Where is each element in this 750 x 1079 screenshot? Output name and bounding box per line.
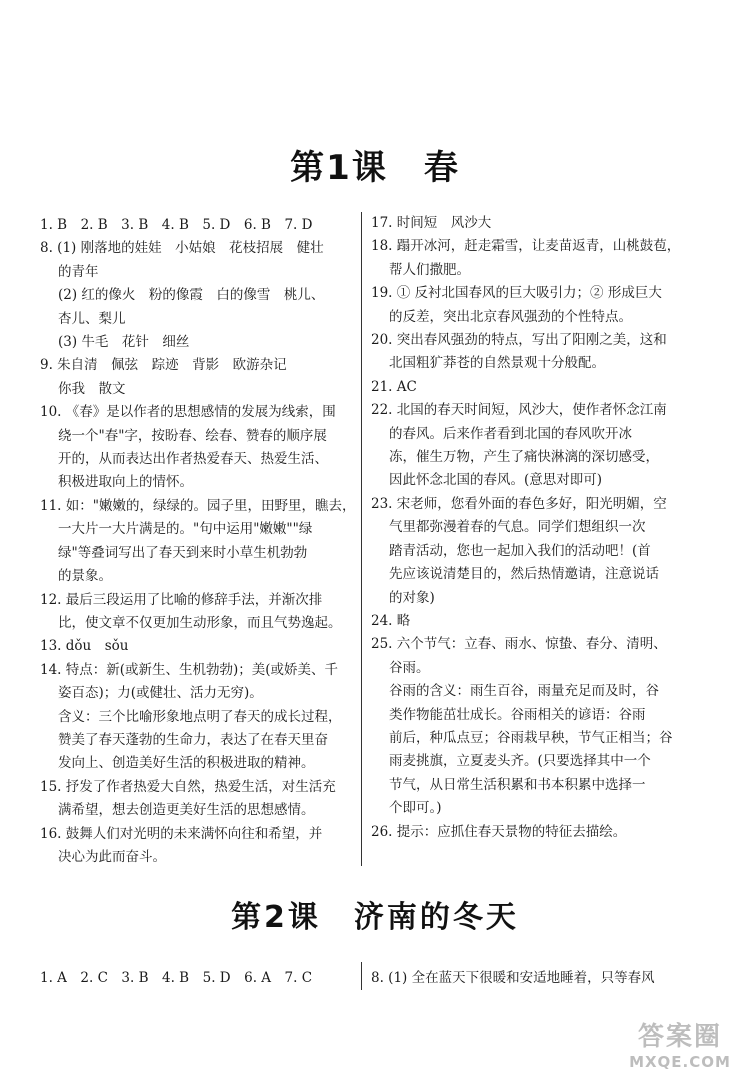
answer-line: 绕一个"春"字，按盼春、绘春、赞春的顺序展 bbox=[58, 427, 327, 444]
answer-line: 含义：三个比喻形象地点明了春天的成长过程， bbox=[58, 708, 342, 725]
answer-line: 踏青活动，您也一起加入我们的活动吧！(首 bbox=[389, 542, 651, 559]
answer-line: 冻，催生万物，产生了痛快淋漓的深切感受， bbox=[389, 449, 659, 466]
answer-line: 类作物能茁壮成长。谷雨相关的谚语：谷雨 bbox=[389, 706, 646, 723]
answer-line: 19. ① 反衬北国春风的巨大吸引力；② 形成巨大 bbox=[371, 285, 662, 302]
answer-line: 发向上、创造美好生活的积极进取的精神。 bbox=[58, 755, 315, 772]
answer-line: 的春风。后来作者看到北国的春风吹开冰 bbox=[389, 425, 632, 442]
answer-line: 12. 最后三段运用了比喻的修辞手法，并渐次排 bbox=[40, 591, 323, 608]
answer-line: 雨麦挑旗，立夏麦头齐。(只要选择其中一个 bbox=[389, 753, 651, 770]
answer-line: 的景象。 bbox=[58, 568, 112, 585]
lesson-1-title: 第1课 春 bbox=[290, 148, 460, 188]
answer-line: 13. dǒu sǒu bbox=[40, 638, 129, 655]
watermark-text: 答案圈 bbox=[637, 1022, 722, 1052]
answer-line: 个即可。) bbox=[389, 800, 442, 817]
answer-line: 10. 《春》是以作者的思想感情的发展为线索，围 bbox=[40, 404, 336, 421]
watermark-domain: MXQE.COM bbox=[629, 1053, 731, 1071]
answer-line: 24. 略 bbox=[371, 612, 411, 629]
answer-line: 杏儿、梨儿 bbox=[58, 310, 126, 327]
answer-line: 满希望，想去创造更美好生活的思想感情。 bbox=[58, 802, 315, 819]
answer-line: 姿百态)；力(或健壮、活力无穷)。 bbox=[58, 685, 263, 702]
answer-line: 21. AC bbox=[371, 378, 417, 395]
answer-line: 的对象) bbox=[389, 589, 435, 606]
watermark-logo bbox=[618, 1016, 742, 1071]
lesson-1-left-column bbox=[40, 214, 356, 869]
answer-line: 25. 六个节气：立春、雨水、惊蛰、春分、清明、 bbox=[371, 636, 667, 653]
answer-line: 谷雨。 bbox=[389, 659, 430, 676]
answer-line: 11. 如："嫩嫩的，绿绿的。园子里，田野里，瞧去， bbox=[40, 497, 356, 514]
answer-line: 15. 抒发了作者热爱大自然，热爱生活，对生活充 bbox=[40, 778, 336, 795]
answer-line: 帮人们撒肥。 bbox=[389, 261, 470, 278]
answer-line: 积极进取向上的情怀。 bbox=[58, 474, 193, 491]
answer-line: 绿"等叠词写出了春天到来时小草生机勃勃 bbox=[58, 544, 308, 561]
lesson-2-answer-row-right: 8. (1) 全在蓝天下很暖和安适地睡着，只等春风 bbox=[371, 970, 655, 986]
answer-line: 20. 突出春风强劲的特点，写出了阳刚之美，这和 bbox=[371, 332, 667, 349]
answer-line: 8. (1) 刚落地的娃娃 小姑娘 花枝招展 健壮 bbox=[40, 240, 324, 257]
answer-line: 一大片一大片满是的。"句中运用"嫩嫩""绿 bbox=[58, 521, 313, 538]
answer-line: 你我 散文 bbox=[58, 380, 126, 397]
answer-line: 的反差，突出北京春风强劲的个性特点。 bbox=[389, 308, 632, 325]
answer-line: 比，使文章不仅更加生动形象，而且气势逸起。 bbox=[58, 614, 342, 631]
answer-line: 先应该说清楚目的，然后热情邀请，注意说话 bbox=[389, 566, 659, 583]
answer-line: 26. 提示：应抓住春天景物的特征去描绘。 bbox=[371, 823, 627, 840]
lesson-2-answer-row-left: 1. A 2. C 3. B 4. B 5. D 6. A 7. C bbox=[40, 970, 313, 986]
answer-line: 前后，种瓜点豆；谷雨栽早秧，节气正相当；谷 bbox=[389, 729, 673, 746]
answer-line: 1. B 2. B 3. B 4. B 5. D 6. B 7. D bbox=[40, 217, 313, 233]
answer-line: (2) 红的像火 粉的像霞 白的像雪 桃儿、 bbox=[58, 287, 325, 304]
answer-line: 23. 宋老师，您看外面的春色多好，阳光明媚，空 bbox=[371, 495, 667, 512]
lesson-1-right-column bbox=[371, 212, 703, 844]
answer-line: 开的，从而表达出作者热爱春天、热爱生活、 bbox=[58, 451, 328, 468]
answer-line: 决心为此而奋斗。 bbox=[58, 848, 166, 865]
answer-line: 的青年 bbox=[58, 263, 99, 280]
answer-line: 9. 朱自清 佩弦 踪迹 背影 欧游杂记 bbox=[40, 357, 287, 374]
answer-line: 18. 蹋开冰河，赶走霜雪，让麦苗返青，山桃鼓苞， bbox=[371, 238, 681, 255]
answer-line: 谷雨的含义：雨生百谷，雨量充足而及时，谷 bbox=[389, 683, 659, 700]
column-divider-2 bbox=[361, 962, 362, 990]
answer-line: 17. 时间短 风沙大 bbox=[371, 215, 492, 231]
lesson-2-title: 第2课 济南的冬天 bbox=[231, 900, 519, 935]
answer-line: 气里都弥漫着春的气息。同学们想组织一次 bbox=[389, 519, 646, 536]
answer-line: 节气，从日常生活积累和书本积累中选择一 bbox=[389, 776, 646, 793]
answer-line: 14. 特点：新(或新生、生机勃勃)；美(或娇美、千 bbox=[40, 661, 339, 678]
answer-line: 赞美了春天蓬勃的生命力，表达了在春天里奋 bbox=[58, 731, 328, 748]
answer-line: 16. 鼓舞人们对光明的未来满怀向往和希望，并 bbox=[40, 825, 323, 842]
answer-line: 22. 北国的春天时间短，风沙大，使作者怀念江南 bbox=[371, 402, 667, 419]
answer-line: 因此怀念北国的春风。(意思对即可) bbox=[389, 472, 603, 489]
answer-line: 北国粗犷莽苍的自然景观十分般配。 bbox=[389, 355, 605, 372]
answer-line: (3) 牛毛 花针 细丝 bbox=[58, 334, 190, 351]
column-divider bbox=[361, 212, 362, 866]
